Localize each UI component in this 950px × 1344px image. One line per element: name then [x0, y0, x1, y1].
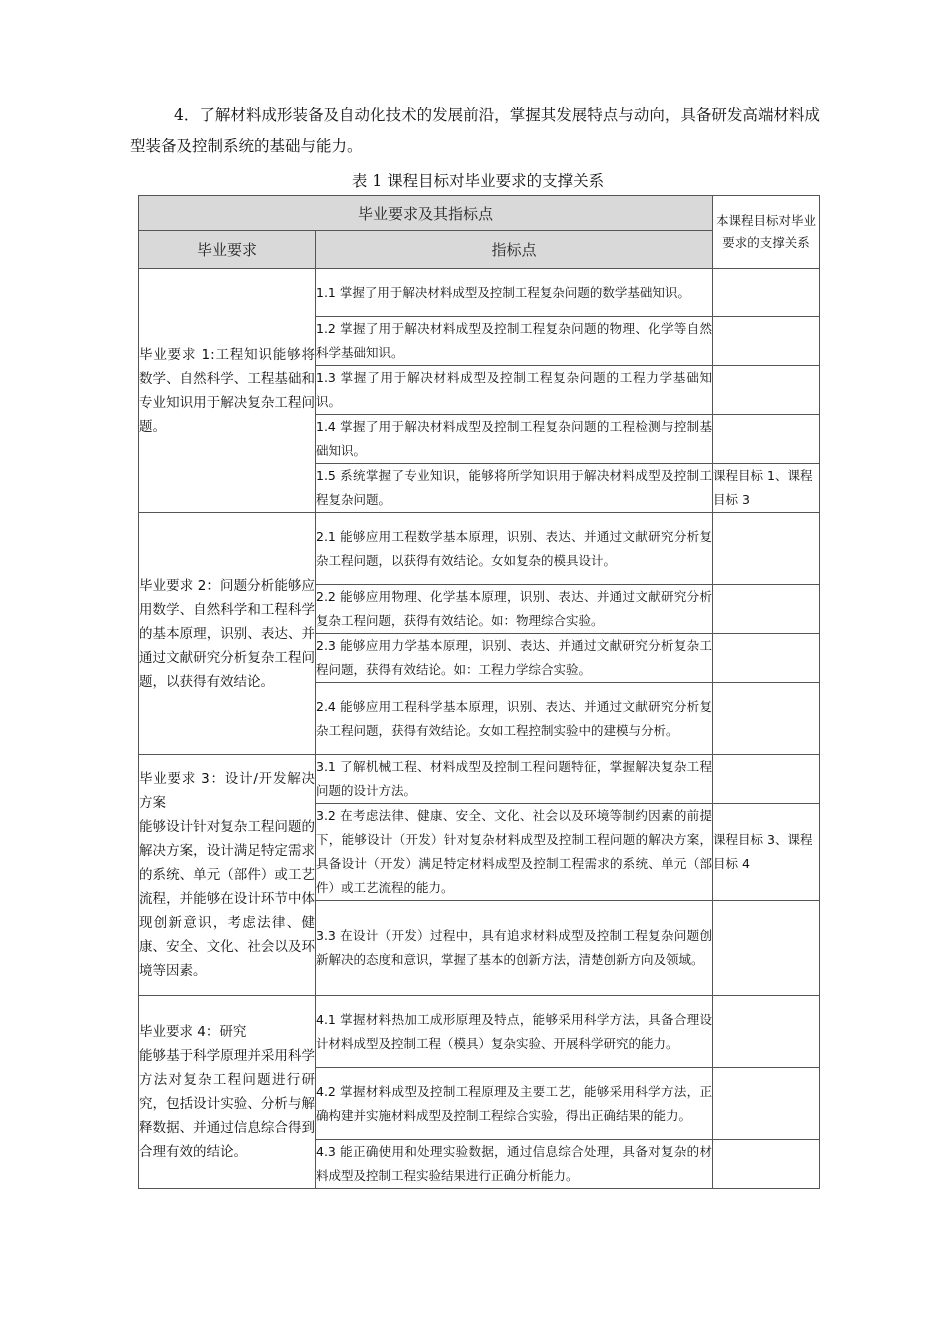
table-row [139, 513, 820, 585]
indicator-4-2: 4.2 掌握材料成型及控制工程原理及主要工艺，能够采用科学方法，正确构建并实施材料成型及控制工程综合实验，得出正确结果的能力。 [316, 1068, 713, 1140]
table-row [139, 269, 820, 317]
support-3-2: 课程目标 3、课程目标 4 [713, 804, 820, 901]
support-2-3 [713, 634, 820, 683]
indicator-2-2: 2.2 能够应用物理、化学基本原理，识别、表达、并通过文献研究分析复杂工程问题，获得有效结论。如：物理综合实验。 [316, 585, 713, 634]
support-1-5: 课程目标 1、课程目标 3 [713, 464, 820, 513]
indicator-4-3: 4.3 能正确使用和处理实验数据，通过信息综合处理，具备对复杂的材料成型及控制工程实验结果进行正确分析能力。 [316, 1140, 713, 1189]
indicator-2-1: 2.1 能够应用工程数学基本原理，识别、表达、并通过文献研究分析复杂工程问题，以获得有效结论。女如复杂的模具设计。 [316, 513, 713, 585]
support-relationship-table [138, 195, 820, 1189]
indicator-1-5: 1.5 系统掌握了专业知识，能够将所学知识用于解决材料成型及控制工程复杂问题。 [316, 464, 713, 513]
table-row [139, 996, 820, 1068]
requirement-3 [139, 755, 316, 996]
table-row [139, 755, 820, 804]
support-2-2 [713, 585, 820, 634]
indicator-1-1: 1.1 掌握了用于解决材料成型及控制工程复杂问题的数学基础知识。 [316, 269, 713, 317]
header-support: 本课程目标对毕业要求的支撑关系 [713, 196, 820, 269]
support-2-4 [713, 683, 820, 755]
support-1-2 [713, 317, 820, 366]
indicator-1-2: 1.2 掌握了用于解决材料成型及控制工程复杂问题的物理、化学等自然科学基础知识。 [316, 317, 713, 366]
requirement-4-title: 毕业要求 4：研究 [139, 1024, 247, 1040]
requirement-4 [139, 996, 316, 1189]
requirement-4-body: 能够基于科学原理并采用科学方法对复杂工程问题进行研究，包括设计实验、分析与解释数据、并通过信息综合得到合理有效的结论。 [139, 1048, 315, 1160]
header-group: 毕业要求及其指标点 [139, 196, 713, 231]
indicator-1-4: 1.4 掌握了用于解决材料成型及控制工程复杂问题的工程检测与控制基础知识。 [316, 415, 713, 464]
support-3-1 [713, 755, 820, 804]
indicator-3-1: 3.1 了解机械工程、材料成型及控制工程问题特征，掌握解决复杂工程问题的设计方法。 [316, 755, 713, 804]
support-2-1 [713, 513, 820, 585]
support-1-3 [713, 366, 820, 415]
intro-paragraph: 4．了解材料成形装备及自动化技术的发展前沿，掌握其发展特点与动向，具备研发高端材料成型装备及控制系统的基础与能力。 [130, 106, 820, 155]
support-1-4 [713, 415, 820, 464]
header-requirement: 毕业要求 [139, 231, 316, 269]
support-4-3 [713, 1140, 820, 1189]
requirement-3-title: 毕业要求 3：设计/开发解决方案 [139, 771, 315, 811]
header-indicator: 指标点 [316, 231, 713, 269]
indicator-4-1: 4.1 掌握材料热加工成形原理及特点，能够采用科学方法，具备合理设计材料成型及控制工程（模具）复杂实验、开展科学研究的能力。 [316, 996, 713, 1068]
indicator-3-3: 3.3 在设计（开发）过程中，具有追求材料成型及控制工程复杂问题创新解决的态度和意识，掌握了基本的创新方法，清楚创新方向及领域。 [316, 901, 713, 996]
support-4-2 [713, 1068, 820, 1140]
table-caption: 表 1 课程目标对毕业要求的支撑关系 [351, 172, 605, 190]
requirement-3-body: 能够设计针对复杂工程问题的解决方案，设计满足特定需求的系统、单元（部件）或工艺流程，并能够在设计环节中体现创新意识，考虑法律、健康、安全、文化、社会以及环境等因素。 [139, 819, 315, 979]
indicator-1-3: 1.3 掌握了用于解决材料成型及控制工程复杂问题的工程力学基础知识。 [316, 366, 713, 415]
indicator-2-3: 2.3 能够应用力学基本原理，识别、表达、并通过文献研究分析复杂工程问题，获得有效结论。如：工程力学综合实验。 [316, 634, 713, 683]
requirement-2: 毕业要求 2：问题分析能够应用数学、自然科学和工程科学的基本原理，识别、表达、并通过文献研究分析复杂工程问题，以获得有效结论。 [139, 513, 316, 755]
support-3-3 [713, 901, 820, 996]
requirement-1: 毕业要求 1:工程知识能够将数学、自然科学、工程基础和专业知识用于解决复杂工程问题。 [139, 269, 316, 513]
support-4-1 [713, 996, 820, 1068]
support-1-1 [713, 269, 820, 317]
indicator-2-4: 2.4 能够应用工程科学基本原理，识别、表达、并通过文献研究分析复杂工程问题，获得有效结论。女如工程控制实验中的建模与分析。 [316, 683, 713, 755]
indicator-3-2: 3.2 在考虑法律、健康、安全、文化、社会以及环境等制约因素的前提下，能够设计（开发）针对复杂材料成型及控制工程问题的解决方案，具备设计（开发）满足特定材料成型及控制工程需求的系统、单元（部件）或工艺流程的能力。 [316, 804, 713, 901]
